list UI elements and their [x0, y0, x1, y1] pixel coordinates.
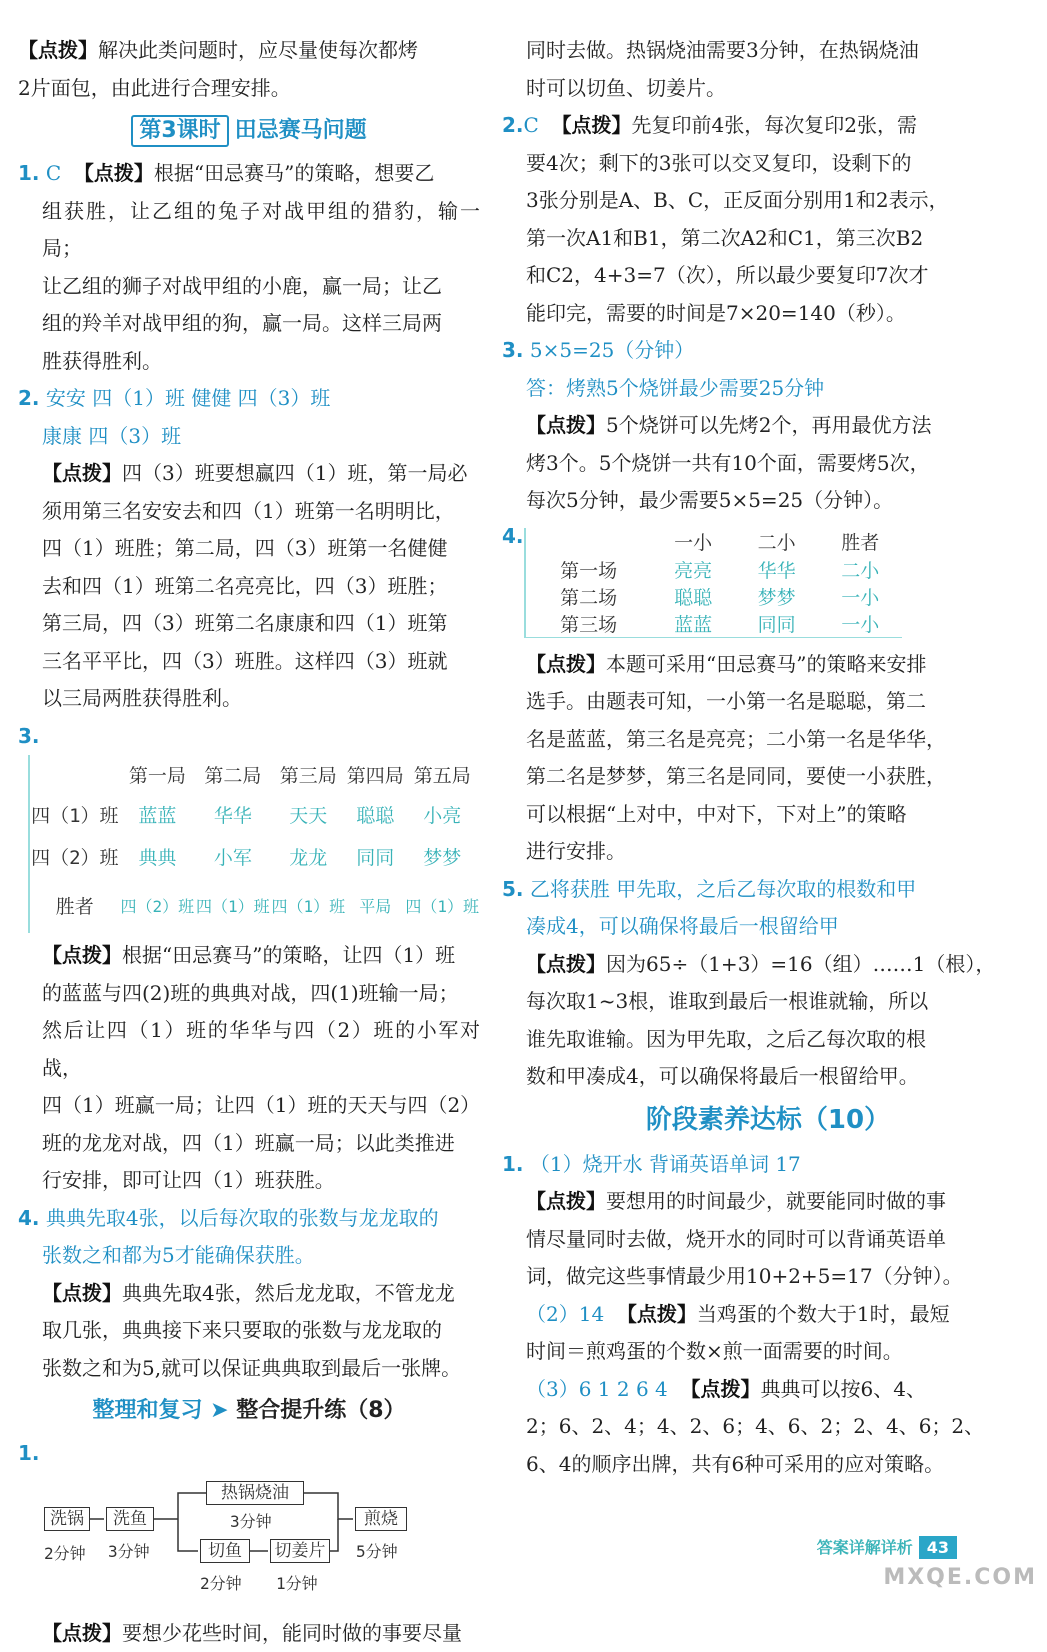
q2-line: 须用第三名安安去和四（1）班第一名明明比，: [18, 493, 480, 531]
table-cell: 第一局: [120, 755, 195, 793]
q1-line: 组获胜，让乙组的兔子对战甲组的猎豹，输一局；: [18, 193, 480, 268]
time-label: 1分钟: [276, 1571, 318, 1594]
q3-line: 然后让四（1）班的华华与四（2）班的小军对战，: [18, 1012, 480, 1087]
table-cell: 典典: [120, 835, 195, 877]
table-cell: 四（2）班: [30, 835, 120, 877]
q3-table: [30, 755, 480, 933]
lesson-heading: [18, 111, 480, 151]
table-cell: 华华: [735, 556, 819, 583]
page-number: 43: [919, 1536, 957, 1559]
table-cell: 第三局: [271, 755, 346, 793]
s1-line: 情尽量同时去做，烧开水的同时可以背诵英语单: [502, 1221, 1034, 1259]
q2-line: 三名平平比，四（3）班胜。这样四（3）班就: [18, 643, 480, 681]
q3-line: 行安排，即可让四（1）班获胜。: [18, 1162, 480, 1200]
q5-number: 1.: [18, 1435, 480, 1473]
rq5-answer-line: 5. 乙将获胜 甲先取，之后乙每次取的根数和甲: [502, 871, 1034, 909]
s1-line: 词，做完这些事情最少用10+2+5=17（分钟）。: [502, 1258, 1034, 1296]
rq4-block: [502, 524, 1034, 642]
rq3-line: 烤3个。5个烧饼一共有10个面，需要烤5次，: [502, 445, 1034, 483]
table-cell: 亮亮: [651, 556, 735, 583]
q2-answer-line-2: 康康 四（3）班: [18, 418, 480, 456]
s1-hint-first: 【点拨】要想用的时间最少，就要能同时做的事: [502, 1183, 1034, 1221]
rq4-table: [526, 528, 902, 637]
table-cell: 胜者: [818, 528, 902, 556]
rq2-line: 要4次；剩下的3张可以交叉复印，设剩下的: [502, 145, 1034, 183]
q3-hint-first: 【点拨】根据“田忌赛马”的策略，让四（1）班: [18, 937, 480, 975]
q2-answer-line: 2. 安安 四（1）班 健健 四（3）班: [18, 380, 480, 418]
cont-line: 同时去做。热锅烧油需要3分钟，在热锅烧油: [502, 32, 1034, 70]
table-cell: 二小: [735, 528, 819, 556]
table-cell: 同同: [346, 835, 404, 877]
q2-hint-first: 【点拨】四（3）班要想赢四（1）班，第一局必: [18, 455, 480, 493]
table-cell: 平局: [346, 877, 404, 933]
table-cell: 第三场: [526, 610, 651, 637]
table-row: [526, 610, 902, 637]
watermark-logo: MXQE.COM: [883, 1565, 1037, 1590]
rq3-answer-line: 3. 5×5=25（分钟）: [502, 332, 1034, 370]
table-row: [30, 793, 480, 835]
q4-hint-first: 【点拨】典典先取4张，然后龙龙取，不管龙龙: [18, 1275, 480, 1313]
q2-line: 以三局两胜获得胜利。: [18, 680, 480, 718]
q2-line: 第三局，四（3）班第二名康康和四（1）班第: [18, 605, 480, 643]
q1-first-line: 1. C 【点拨】根据“田忌赛马”的策略，想要乙: [18, 155, 480, 193]
q2-line: 去和四（1）班第二名亮亮比，四（3）班胜；: [18, 568, 480, 606]
q4-answer-line: 4. 典典先取4张，以后每次取的张数与龙龙取的: [18, 1200, 480, 1238]
rq5-answer-line-2: 凑成4，可以确保将最后一根留给甲: [502, 908, 1034, 946]
s1-line: 6、4的顺序出牌，共有6种可采用的应对策略。: [502, 1446, 1034, 1484]
table-header-row: [30, 755, 480, 793]
rq2-line: 能印完，需要的时间是7×20=140（秒）。: [502, 295, 1034, 333]
q4-line: 张数之和为5,就可以保证典典取到最后一张牌。: [18, 1350, 480, 1388]
rq4-line: 第二名是梦梦，第三名是同同，要使一小获胜，: [502, 758, 1034, 796]
rq4-line: 名是蓝蓝，第三名是亮亮；二小第一名是华华，: [502, 721, 1034, 759]
rq5-line: 每次取1~3根，谁取到最后一根谁就输，所以: [502, 983, 1034, 1021]
step-cut-fish: 切鱼: [200, 1539, 250, 1563]
q2-line: 四（1）班胜；第二局，四（3）班第一名健健: [18, 530, 480, 568]
rq4-hint-first: 【点拨】本题可采用“田忌赛马”的策略来安排: [502, 646, 1034, 684]
rq3-line: 每次5分钟，最少需要5×5=25（分钟）。: [502, 482, 1034, 520]
table-row: [526, 583, 902, 610]
table-cell: 一小: [818, 610, 902, 637]
table-cell: 一小: [818, 583, 902, 610]
table-cell: 胜者: [30, 877, 120, 933]
time-label: 5分钟: [356, 1539, 398, 1562]
table-row: [30, 877, 480, 933]
review-heading: [18, 1391, 480, 1431]
table-cell: 四（1）班: [271, 877, 346, 933]
lesson-badge: 第3课时: [131, 115, 228, 147]
rq5-hint-first: 【点拨】因为65÷（1+3）=16（组）……1（根），: [502, 946, 1034, 984]
table-cell: 第一场: [526, 556, 651, 583]
page-footer: [817, 1535, 957, 1558]
time-label: 3分钟: [108, 1539, 150, 1562]
time-label: 2分钟: [200, 1571, 242, 1594]
q3-number: 3.: [18, 718, 480, 756]
table-cell: 蓝蓝: [651, 610, 735, 637]
table-cell: 蓝蓝: [120, 793, 195, 835]
table-cell: [30, 755, 120, 793]
table-cell: 第五局: [404, 755, 480, 793]
q1-line: 让乙组的狮子对战甲组的小鹿，赢一局；让乙: [18, 268, 480, 306]
q1-line: 胜获得胜利。: [18, 343, 480, 381]
q4-answer-line-2: 张数之和都为5才能确保获胜。: [18, 1237, 480, 1275]
step-cut-ginger: 切姜片: [270, 1539, 330, 1563]
table-cell: 龙龙: [271, 835, 346, 877]
table-cell: 梦梦: [404, 835, 480, 877]
footer-text: 答案详解详析: [817, 1538, 913, 1557]
table-cell: 梦梦: [735, 583, 819, 610]
table-row: [30, 835, 480, 877]
table-cell: 同同: [735, 610, 819, 637]
rq5-line: 谁先取谁输。因为甲先取，之后乙每次取的根: [502, 1021, 1034, 1059]
table-cell: 天天: [271, 793, 346, 835]
rq5-line: 数和甲凑成4，可以确保将最后一根留给甲。: [502, 1058, 1034, 1096]
q3-line: 班的龙龙对战，四（1）班赢一局；以此类推进: [18, 1125, 480, 1163]
time-label: 3分钟: [230, 1509, 272, 1532]
rq4-table-wrap: [524, 528, 902, 638]
stage-heading: [502, 1100, 1034, 1142]
q4-line: 取几张，典典接下来只要取的张数与龙龙取的: [18, 1312, 480, 1350]
cont-line: 时可以切鱼、切姜片。: [502, 70, 1034, 108]
arrow-icon: ➤: [210, 1398, 228, 1423]
right-column: [502, 32, 1034, 1483]
q1-line: 组的羚羊对战甲组的狗，赢一局。这样三局两: [18, 305, 480, 343]
rq3-hint-first: 【点拨】5个烧饼可以先烤2个，再用最优方法: [502, 407, 1034, 445]
rq2-line: 3张分别是A、B、C，正反面分别用1和2表示，: [502, 182, 1034, 220]
s1-line: 2；6、2、4；4、2、6；4、6、2；2、4、6；2、: [502, 1408, 1034, 1446]
s1-answer-line: 1. （1）烧开水 背诵英语单词 17: [502, 1146, 1034, 1184]
table-cell: 聪聪: [651, 583, 735, 610]
rq4-line: 可以根据“上对中，中对下，下对上”的策略: [502, 796, 1034, 834]
q5-hint-first: 【点拨】要想少花些时间，能同时做的事要尽量: [18, 1615, 480, 1652]
table-cell: 二小: [818, 556, 902, 583]
step-heat-oil: 热锅烧油: [206, 1481, 304, 1505]
table-cell: 四（1）班: [404, 877, 480, 933]
step-wash-pot: 洗锅: [44, 1507, 90, 1531]
s1-part3-line: （3）6 1 2 6 4 【点拨】典典可以按6、4、: [502, 1371, 1034, 1409]
step-fry: 煎烧: [355, 1507, 407, 1531]
table-cell: 四（2）班: [120, 877, 195, 933]
intro-line-1: 【点拨】解决此类问题时，应尽量使每次都烤: [18, 32, 480, 70]
table-cell: [526, 528, 651, 556]
review-subtitle: 整合提升练（8）: [236, 1398, 405, 1423]
table-cell: 一小: [651, 528, 735, 556]
stage-title: 阶段素养达标（10）: [646, 1105, 890, 1135]
table-header-row: [526, 528, 902, 556]
rq2-line: 和C2，4+3=7（次），所以最少要复印7次才: [502, 257, 1034, 295]
table-cell: 四（1）班: [30, 793, 120, 835]
q3-table-wrap: [28, 755, 480, 933]
step-wash-fish: 洗鱼: [106, 1507, 154, 1531]
time-label: 2分钟: [44, 1541, 86, 1564]
rq3-answer-line-2: 答：烤熟5个烧饼最少需要25分钟: [502, 370, 1034, 408]
table-cell: 小亮: [404, 793, 480, 835]
table-cell: 聪聪: [346, 793, 404, 835]
process-diagram: [18, 1479, 480, 1611]
rq4-number: 4.: [502, 524, 524, 548]
rq4-line: 进行安排。: [502, 833, 1034, 871]
rq4-line: 选手。由题表可知，一小第一名是聪聪，第二: [502, 683, 1034, 721]
lesson-title: 田忌赛马问题: [235, 118, 367, 143]
review-title: 整理和复习: [92, 1398, 202, 1423]
rq2-line: 第一次A1和B1，第二次A2和C1，第三次B2: [502, 220, 1034, 258]
s1-line: 时间＝煎鸡蛋的个数×煎一面需要的时间。: [502, 1333, 1034, 1371]
s1-part2-line: （2）14 【点拨】当鸡蛋的个数大于1时，最短: [502, 1296, 1034, 1334]
intro-line-2: 2片面包，由此进行合理安排。: [18, 70, 480, 108]
table-cell: 四（1）班: [195, 877, 270, 933]
q3-line: 四（1）班赢一局；让四（1）班的天天与四（2）: [18, 1087, 480, 1125]
table-cell: 华华: [195, 793, 270, 835]
table-cell: 小军: [195, 835, 270, 877]
q3-line: 的蓝蓝与四(2)班的典典对战，四(1)班输一局；: [18, 975, 480, 1013]
rq2-first-line: 2.C 【点拨】先复印前4张，每次复印2张，需: [502, 107, 1034, 145]
table-cell: 第二局: [195, 755, 270, 793]
table-row: [526, 556, 902, 583]
table-cell: 第四局: [346, 755, 404, 793]
left-column: [18, 32, 480, 1652]
table-cell: 第二场: [526, 583, 651, 610]
